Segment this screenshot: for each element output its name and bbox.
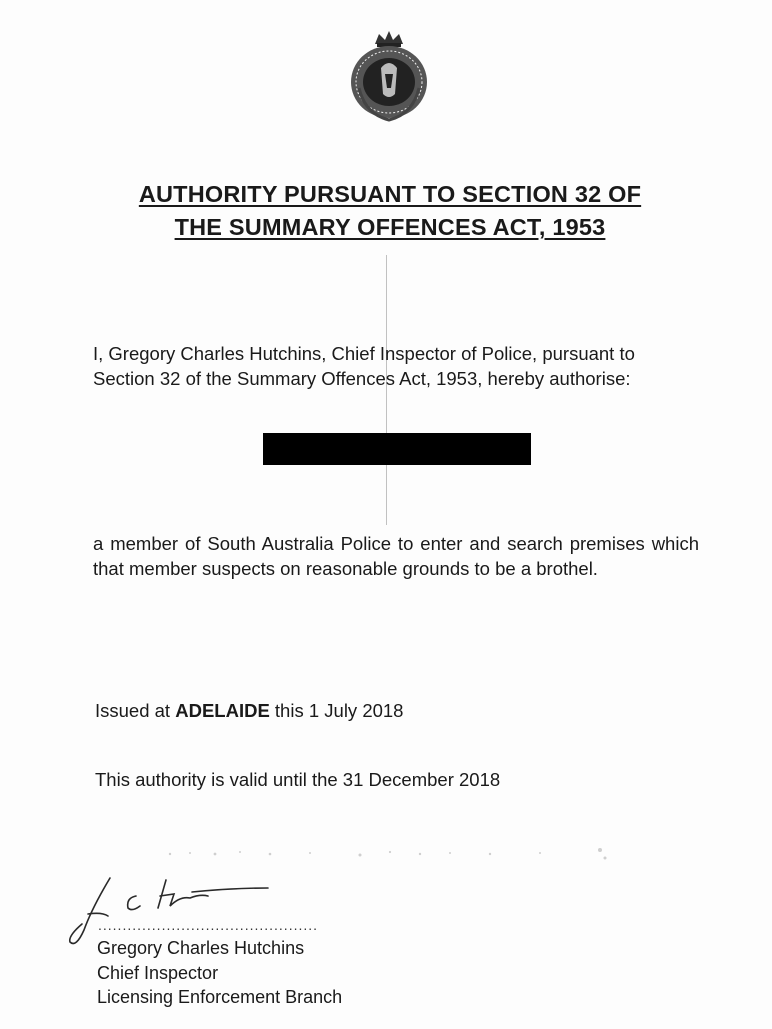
signatory-rank: Chief Inspector xyxy=(97,962,219,983)
police-crest-icon xyxy=(345,28,433,124)
authorisation-paragraph: I, Gregory Charles Hutchins, Chief Inspector of Police, pursuant to Section 32 of the Summary Offences Act, 1953, hereby authorise: xyxy=(93,343,635,389)
scope-paragraph: a member of South Australia Police to enter and search premises which that member suspects on reasonable grounds to be a brothel. xyxy=(93,533,699,579)
redaction-bar xyxy=(263,433,531,465)
signatory-block xyxy=(97,936,342,1010)
issued-prefix: Issued at xyxy=(95,700,176,721)
signatory-name: Gregory Charles Hutchins xyxy=(97,938,305,958)
issued-suffix: this 1 July 2018 xyxy=(269,700,404,721)
validity-line: This authority is valid until the 31 December 2018 xyxy=(95,769,501,790)
document-title xyxy=(60,178,720,244)
signatory-branch: Licensing Enforcement Branch xyxy=(97,987,343,1007)
scan-smudge xyxy=(160,840,630,870)
signature-dotted-line: ............................................. xyxy=(98,917,319,933)
title-line-2: THE SUMMARY OFFENCES ACT, 1953 xyxy=(174,214,606,240)
issued-line xyxy=(95,700,403,722)
title-line-1: AUTHORITY PURSUANT TO SECTION 32 OF xyxy=(138,181,642,207)
issued-place: ADELAIDE xyxy=(175,700,270,721)
